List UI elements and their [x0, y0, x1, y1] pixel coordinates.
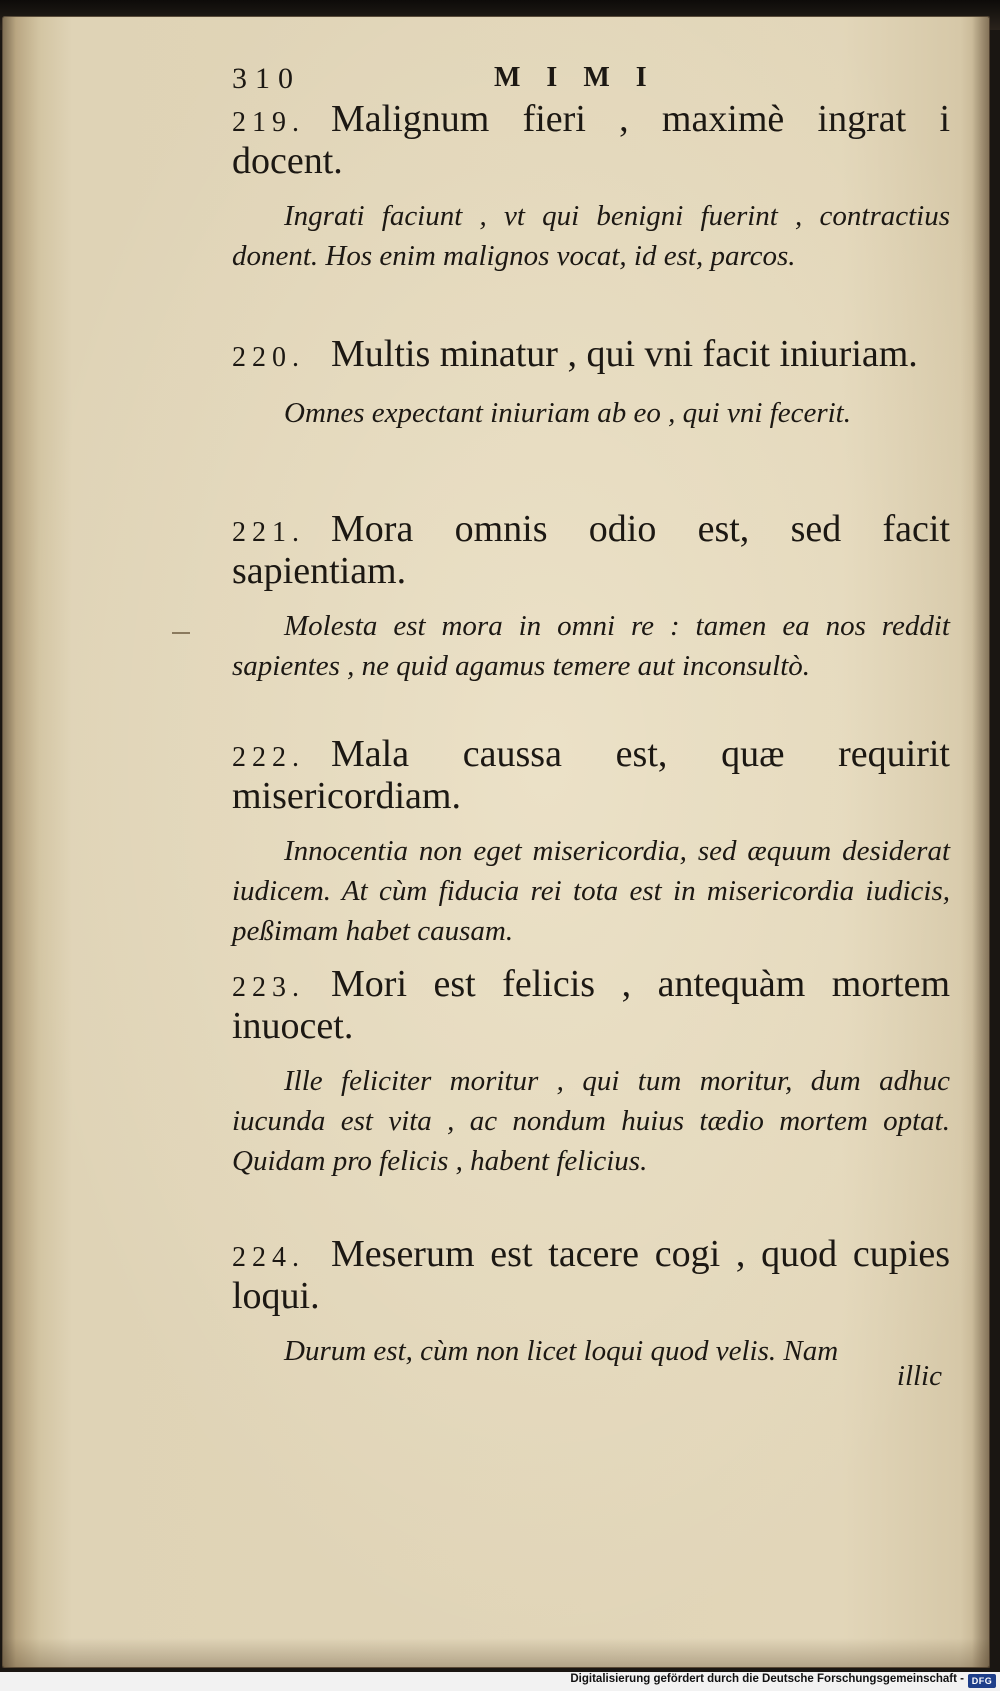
entry-number: 223. — [232, 972, 305, 1003]
maxim-text — [232, 735, 950, 815]
commentary-text: Ille feliciter moritur , qui tum moritur, dum adhuc iucunda est vita , ac nondum huius tædio mortem optat. Quidam pro felicis , habent felicius. — [232, 1065, 950, 1177]
entry-220 — [232, 335, 950, 433]
entry-219 — [232, 100, 950, 276]
running-title: MIMI — [494, 62, 673, 93]
funding-credit: Digitalisierung gefördert durch die Deutsche Forschungsgemeinschaft - — [570, 1673, 964, 1685]
commentary-text: Innocentia non eget misericordia, sed æquum desiderat iudicem. At cùm fiducia rei tota est in misericordia iudicis, peßimam habet causam. — [232, 835, 950, 947]
maxim-text — [232, 100, 950, 180]
maxim-body: Mori est felicis , antequàm mortem inuocet. — [232, 963, 950, 1047]
maxim-body: Multis minatur , qui vni facit iniuriam. — [331, 333, 918, 375]
maxim-body: Mala caussa est, quæ requirit misericordiam. — [232, 733, 950, 817]
entry-224 — [232, 1235, 950, 1371]
page-number: 310 — [232, 62, 301, 95]
commentary-text: Omnes expectant iniuriam ab eo , qui vni fecerit. — [284, 397, 851, 429]
entry-number: 222. — [232, 742, 305, 773]
maxim-text — [232, 335, 950, 377]
digitization-footer — [0, 1672, 1000, 1691]
entry-222 — [232, 735, 950, 951]
entry-223 — [232, 965, 950, 1181]
page-edge-shadow — [972, 16, 990, 1668]
maxim-body: Malignum fieri , maximè ingrat i docent. — [232, 98, 950, 182]
maxim-text — [232, 965, 950, 1045]
maxim-text — [232, 1235, 950, 1315]
commentary-text: Ingrati faciunt , vt qui benigni fuerint , contractius donent. Hos enim malignos vocat, id est, parcos. — [232, 200, 950, 272]
commentary-text: Molesta est mora in omni re : tamen ea nos reddit sapientes , ne quid agamus temere aut inconsultò. — [232, 610, 950, 682]
margin-dash-mark — [172, 632, 190, 634]
dfg-logo-icon: DFG — [968, 1674, 996, 1688]
running-head — [232, 62, 950, 102]
entry-number: 221. — [232, 517, 305, 548]
maxim-body: Meserum est tacere cogi , quod cupies loqui. — [232, 1233, 950, 1317]
catchword: illic — [896, 1360, 942, 1392]
entry-number: 219. — [232, 107, 305, 138]
page-bottom-shadow — [2, 1638, 990, 1668]
maxim-text — [232, 510, 950, 590]
maxim-body: Mora omnis odio est, sed facit sapientiam. — [232, 508, 950, 592]
entry-221 — [232, 510, 950, 686]
entry-number: 224. — [232, 1242, 305, 1273]
entry-number: 220. — [232, 342, 305, 373]
commentary-text: Durum est, cùm non licet loqui quod velis. Nam — [284, 1335, 839, 1367]
